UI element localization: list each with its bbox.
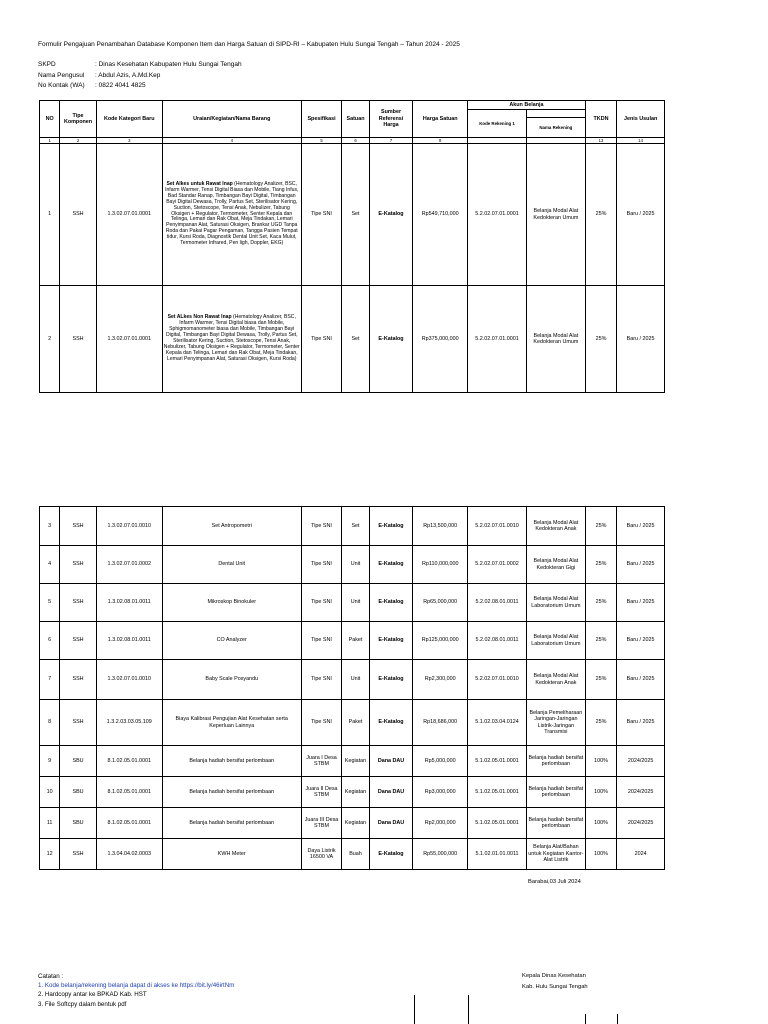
cell-tipe: SBU — [60, 777, 97, 808]
signature-block — [522, 973, 588, 995]
cell-spesifikasi: Juara I Desa STBM — [301, 746, 342, 777]
info-label: Nama Pengusul — [38, 72, 85, 79]
table-row — [40, 286, 665, 393]
cell-spesifikasi: Tipe SNI — [301, 507, 342, 546]
cell-nama-rekening: Belanja Modal Alat Laboratorium Umum — [526, 584, 585, 622]
cell-spesifikasi: Tipe SNI — [301, 546, 342, 584]
cell-no: 4 — [40, 546, 60, 584]
col-header-kode-rekening: Kode Rekening 1 — [468, 110, 527, 138]
cell-harga: Rp65,000,000 — [413, 584, 468, 622]
cell-no: 11 — [40, 808, 60, 839]
col-header-jenis: Jenis Usulan — [617, 101, 665, 138]
cell-kode: 1.3.02.07.01.0002 — [96, 546, 162, 584]
cell-sumber: Dana DAU — [369, 746, 413, 777]
cell-sumber: E-Katalog — [369, 700, 413, 746]
cell-no: 5 — [40, 584, 60, 622]
cell-harga: Rp549,710,000 — [413, 144, 468, 286]
cell-spesifikasi: Tipe SNI — [301, 700, 342, 746]
cell-no: 2 — [40, 286, 60, 393]
cell-kode-rekening: 5.2.02.07.01.0001 — [468, 286, 527, 393]
col-header-sumber: Sumber Referensi Harga — [369, 101, 413, 138]
cell-nama-rekening: Belanja hadiah bersifat perlombaan — [526, 808, 585, 839]
cell-kode-rekening: 5.2.02.07.01.0001 — [468, 144, 527, 286]
signature-line: Kepala Dinas Kesehatan — [522, 973, 586, 979]
cell-tkdn: 100% — [585, 839, 616, 870]
cell-kode-rekening: 5.2.02.08.01.0011 — [468, 584, 527, 622]
cell-jenis: 2024/2025 — [617, 808, 665, 839]
cell-nama-rekening: Belanja Modal Alat Kedokteran Anak — [526, 660, 585, 700]
table-border-fragment — [585, 1014, 586, 1024]
cell-harga: Rp13,500,000 — [413, 507, 468, 546]
uraian-detail: (Hematology Analizer, BSC, Infarm Warmer, Tensi Digital biasa dan Mobile, Sphigmomanometer biasa dan Mobile, Timbangan Bayi Digital, Timbangan Bayi Digital Dewasa, Trolly, Partus Set, Sterilisator Kering, Suction, Stetoscope, Tensi Anak, Nebulizer, Tabung Oksigen + Regulator, Termometer, Senter Kepala dan Telinga, Lemari dan Rak Obat, Meja Tindakan, Lemari Penyimpanan Alat, Saturasi Oksigen, Kursi Roda) — [163, 314, 300, 362]
info-value: : Dinas Kesehatan Kabupaten Hulu Sungai Tengah — [95, 61, 242, 68]
cell-spesifikasi: Daya Listrik 16500 VA — [301, 839, 342, 870]
cell-kode: 1.3.02.07.01.0010 — [96, 507, 162, 546]
info-label: No Kontak (WA) — [38, 82, 85, 89]
cell-tkdn: 100% — [585, 808, 616, 839]
cell-jenis: Baru / 2025 — [617, 144, 665, 286]
signature-line: Kab. Hulu Sungai Tengah — [522, 984, 588, 990]
cell-satuan: Set — [342, 507, 369, 546]
cell-no: 3 — [40, 507, 60, 546]
cell-sumber: E-Katalog — [369, 660, 413, 700]
cell-uraian — [162, 286, 301, 393]
cell-uraian: Belanja hadiah bersifat perlombaan — [162, 746, 301, 777]
cell-nama-rekening: Belanja Pemeliharaan Jaringan-Jaringan Listrik-Jaringan Transmisi — [526, 700, 585, 746]
cell-no: 10 — [40, 777, 60, 808]
cell-kode: 1.3.04.04.02.0003 — [96, 839, 162, 870]
cell-harga: Rp2,000,000 — [413, 808, 468, 839]
cell-jenis: Baru / 2025 — [617, 507, 665, 546]
column-number: 8 — [413, 138, 468, 144]
cell-kode-rekening: 5.2.02.07.01.0002 — [468, 546, 527, 584]
col-header-spesifikasi: Spesifikasi — [301, 101, 342, 138]
cell-nama-rekening: Belanja hadiah bersifat perlombaan — [526, 777, 585, 808]
notes-title: Catatan : — [38, 973, 64, 980]
cell-jenis: 2024/2025 — [617, 777, 665, 808]
cell-spesifikasi: Tipe SNI — [301, 622, 342, 660]
uraian-detail: (Hematology Analizer, BSC, Infarm Warmer, Tensi Digital Biasa dan Mobile, Tiang Infus, Bad Standar Ranap, Timbangan Bayi Digital, Timbangan Bayi Digital Dewasa, Trolly, Partus Set, Sterilisator Kering, Suction, Stetoscope, Tensi Anak, Nebulizer, Tabung Oksigen + Regulator, Termometer, Senter Kepala dan Telinga, Lemari dan Rak Obat, Meja Tindakan, Lemari Penyimpanan Alat, Saturasi Oksigen, Brankar UGD Tanpa Roda dan Pakai Pagar Pengaman, Tangga Pasien Tempat tidur, Kursi Roda, Diagnostik Dental Unit Set, Kaca Mulut, Termometer Infrared, Pen ligh, Doppler, EKG) — [165, 181, 299, 247]
cell-sumber: E-Katalog — [369, 286, 413, 393]
cell-kode: 8.1.02.05.01.0001 — [96, 808, 162, 839]
form-title: Formulir Pengajuan Penambahan Database Komponen Item dan Harga Satuan di SIPD-RI – Kabupaten Hulu Sungai Tengah – Tahun 2024 - 2025 — [38, 41, 460, 48]
col-header-spacer — [526, 110, 585, 118]
cell-tipe: SBU — [60, 746, 97, 777]
cell-tipe: SSH — [60, 622, 97, 660]
cell-sumber: E-Katalog — [369, 507, 413, 546]
cell-no: 9 — [40, 746, 60, 777]
cell-satuan: Set — [342, 286, 369, 393]
cell-satuan: Paket — [342, 700, 369, 746]
cell-kode: 1.3.02.07.01.0010 — [96, 660, 162, 700]
cell-jenis: 2024/2025 — [617, 746, 665, 777]
cell-satuan: Kegiatan — [342, 808, 369, 839]
cell-sumber: E-Katalog — [369, 584, 413, 622]
info-value: : 0822 4041 4825 — [95, 82, 146, 89]
cell-sumber: Dana DAU — [369, 808, 413, 839]
cell-uraian — [162, 144, 301, 286]
cell-kode: 8.1.02.05.01.0001 — [96, 777, 162, 808]
cell-tipe: SSH — [60, 144, 97, 286]
cell-jenis: Baru / 2025 — [617, 546, 665, 584]
cell-harga: Rp125,000,000 — [413, 622, 468, 660]
document-date: Barabai,03 Juli 2024 — [528, 879, 581, 885]
col-header-kode-kategori: Kode Kategori Baru — [96, 101, 162, 138]
cell-uraian: Set Antropometri — [162, 507, 301, 546]
cell-uraian: Belanja hadiah bersifat perlombaan — [162, 808, 301, 839]
table-body — [40, 507, 665, 870]
uraian-title: Set ALkes Non Rawat Inap — [167, 314, 232, 321]
cell-kode-rekening: 5.2.02.08.01.0011 — [468, 622, 527, 660]
cell-jenis: Baru / 2025 — [617, 584, 665, 622]
cell-kode: 1.3.02.07.01.0001 — [96, 144, 162, 286]
cell-kode-rekening: 5.1.02.05.01.0001 — [468, 777, 527, 808]
cell-no: 1 — [40, 144, 60, 286]
table-row — [40, 622, 665, 660]
cell-kode: 1.3.2.03.03.05.109 — [96, 700, 162, 746]
cell-nama-rekening: Belanja Modal Alat Kedokteran Anak — [526, 507, 585, 546]
cell-jenis: Baru / 2025 — [617, 286, 665, 393]
cell-tipe: SBU — [60, 808, 97, 839]
cell-nama-rekening: Belanja Modal Alat Kedokteran Umum — [526, 144, 585, 286]
column-number: 13 — [585, 138, 616, 144]
table-row — [40, 777, 665, 808]
component-table-page2 — [39, 506, 665, 870]
cell-jenis: Baru / 2025 — [617, 622, 665, 660]
table-row — [40, 546, 665, 584]
cell-tkdn: 100% — [585, 777, 616, 808]
cell-sumber: E-Katalog — [369, 839, 413, 870]
table-row — [40, 839, 665, 870]
cell-tipe: SSH — [60, 507, 97, 546]
cell-uraian: KWH Meter — [162, 839, 301, 870]
cell-sumber: E-Katalog — [369, 622, 413, 660]
cell-tipe: SSH — [60, 700, 97, 746]
cell-spesifikasi: Tipe SNI — [301, 286, 342, 393]
cell-tipe: SSH — [60, 839, 97, 870]
cell-uraian: Dental Unit — [162, 546, 301, 584]
cell-spesifikasi: Tipe SNI — [301, 660, 342, 700]
column-number: 4 — [162, 138, 301, 144]
cell-tkdn: 25% — [585, 622, 616, 660]
cell-nama-rekening: Belanja Alat/Bahan untuk Kegiatan Kantor-Alat Listrik — [526, 839, 585, 870]
cell-nama-rekening: Belanja Modal Alat Kedokteran Gigi — [526, 546, 585, 584]
table-border-fragment — [414, 995, 415, 1024]
cell-nama-rekening: Belanja hadiah bersifat perlombaan — [526, 746, 585, 777]
table-row — [40, 660, 665, 700]
cell-satuan: Unit — [342, 546, 369, 584]
table-row — [40, 700, 665, 746]
column-number: 14 — [617, 138, 665, 144]
cell-kode-rekening: 5.1.02.05.01.0001 — [468, 746, 527, 777]
cell-harga: Rp2,300,000 — [413, 660, 468, 700]
note-item: 2. Hardcopy antar ke BPKAD Kab. HST — [38, 991, 147, 999]
table-row — [40, 144, 665, 286]
cell-uraian: CO Analyzer — [162, 622, 301, 660]
uraian-title: Set Alkes untuk Rawat Inap — [166, 181, 233, 188]
column-number: 7 — [369, 138, 413, 144]
cell-harga: Rp110,000,000 — [413, 546, 468, 584]
cell-no: 8 — [40, 700, 60, 746]
cell-harga: Rp18,686,000 — [413, 700, 468, 746]
column-number: 3 — [96, 138, 162, 144]
cell-no: 12 — [40, 839, 60, 870]
column-number: 6 — [342, 138, 369, 144]
cell-kode: 1.3.02.08.01.0011 — [96, 622, 162, 660]
cell-tkdn: 25% — [585, 584, 616, 622]
cell-uraian: Baby Scale Posyandu — [162, 660, 301, 700]
cell-tipe: SSH — [60, 286, 97, 393]
col-header-nama-rekening: Nama Rekening — [526, 118, 585, 138]
cell-kode-rekening: 5.1.02.05.01.0001 — [468, 808, 527, 839]
cell-tkdn: 25% — [585, 660, 616, 700]
cell-kode: 1.3.02.08.01.0011 — [96, 584, 162, 622]
cell-tkdn: 25% — [585, 286, 616, 393]
cell-nama-rekening: Belanja Modal Alat Kedokteran Umum — [526, 286, 585, 393]
table-border-fragment — [468, 995, 469, 1024]
col-header-harga: Harga Satuan — [413, 101, 468, 138]
note-item: 3. File Softcpy dalam bentuk pdf — [38, 1000, 127, 1008]
cell-kode-rekening: 5.2.02.07.01.0010 — [468, 507, 527, 546]
cell-satuan: Set — [342, 144, 369, 286]
cell-satuan: Buah — [342, 839, 369, 870]
cell-nama-rekening: Belanja Modal Alat Laboratorium Umum — [526, 622, 585, 660]
column-number: 1 — [40, 138, 60, 144]
table-row — [40, 746, 665, 777]
col-header-akun: Akun Belanja — [468, 101, 586, 110]
note-item-link[interactable]: 1. Kode belanja/rekening belanja dapat di akses ke https://bit.ly/46irtNm — [38, 982, 235, 990]
cell-kode-rekening: 5.2.02.07.01.0010 — [468, 660, 527, 700]
component-table-page1 — [39, 100, 665, 393]
cell-tkdn: 25% — [585, 700, 616, 746]
cell-tipe: SSH — [60, 584, 97, 622]
cell-satuan: Paket — [342, 622, 369, 660]
cell-kode: 8.1.02.05.01.0001 — [96, 746, 162, 777]
cell-tipe: SSH — [60, 660, 97, 700]
cell-tkdn: 100% — [585, 746, 616, 777]
cell-sumber: Dana DAU — [369, 777, 413, 808]
cell-uraian: Biaya Kalibrasi Pengujian Alat Kesehatan serta Keperluan Lainnya — [162, 700, 301, 746]
cell-tkdn: 25% — [585, 507, 616, 546]
cell-sumber: E-Katalog — [369, 144, 413, 286]
table-row — [40, 808, 665, 839]
cell-harga: Rp375,000,000 — [413, 286, 468, 393]
cell-harga: Rp5,000,000 — [413, 746, 468, 777]
cell-satuan: Unit — [342, 660, 369, 700]
cell-tkdn: 25% — [585, 144, 616, 286]
cell-no: 6 — [40, 622, 60, 660]
info-value: : Abdul Azis, A.Md.Kep — [95, 72, 161, 79]
cell-no: 7 — [40, 660, 60, 700]
table-row — [40, 584, 665, 622]
cell-sumber: E-Katalog — [369, 546, 413, 584]
cell-satuan: Kegiatan — [342, 777, 369, 808]
column-number: 5 — [301, 138, 342, 144]
table-border-fragment — [617, 1014, 618, 1024]
cell-kode-rekening: 5.1.02.01.01.0011 — [468, 839, 527, 870]
cell-harga: Rp3,000,000 — [413, 777, 468, 808]
col-header-no: NO — [40, 101, 60, 138]
col-header-uraian: Uraian/Kegiatan/Nama Barang — [162, 101, 301, 138]
cell-jenis: 2024 — [617, 839, 665, 870]
cell-spesifikasi: Tipe SNI — [301, 144, 342, 286]
cell-spesifikasi: Juara III Desa STBM — [301, 808, 342, 839]
cell-kode-rekening: 5.1.02.03.04.0124 — [468, 700, 527, 746]
cell-uraian: Mikroskop Binokuler — [162, 584, 301, 622]
notes — [38, 973, 234, 1010]
cell-satuan: Unit — [342, 584, 369, 622]
cell-jenis: Baru / 2025 — [617, 700, 665, 746]
column-number: 2 — [60, 138, 97, 144]
col-header-satuan: Satuan — [342, 101, 369, 138]
col-header-tipe: Tipe Komponen — [60, 101, 97, 138]
cell-tkdn: 25% — [585, 546, 616, 584]
cell-spesifikasi: Tipe SNI — [301, 584, 342, 622]
cell-kode: 1.3.02.07.01.0001 — [96, 286, 162, 393]
cell-harga: Rp55,000,000 — [413, 839, 468, 870]
table-row — [40, 507, 665, 546]
info-label: SKPD — [38, 61, 56, 68]
col-header-tkdn: TKDN — [585, 101, 616, 138]
cell-jenis: Baru / 2025 — [617, 660, 665, 700]
cell-tipe: SSH — [60, 546, 97, 584]
cell-uraian: Belanja hadiah bersifat perlombaan — [162, 777, 301, 808]
cell-satuan: Kegiatan — [342, 746, 369, 777]
cell-spesifikasi: Juara II Desa STBM — [301, 777, 342, 808]
